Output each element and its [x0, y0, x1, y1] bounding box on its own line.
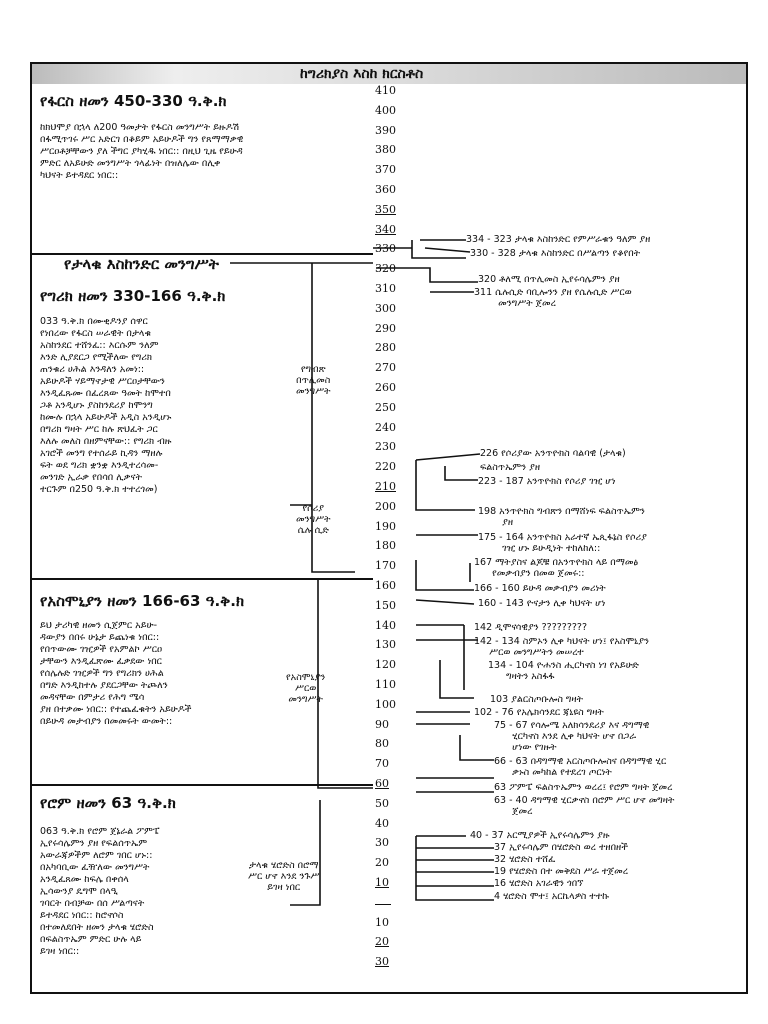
timeline-event: 160 - 143 ዮናታን ሊቀ ካህናት ሆነ — [478, 598, 606, 609]
axis-tick: 230 — [375, 440, 396, 454]
timeline-event: 66 - 63 በዳግማዊ አርስጦቡሎስና በዳግማዊ ሂር ቃኑስ መካከል የተደረገ ጦርነት — [494, 756, 667, 778]
timeline-event: 167 ማትያስና ልጆቹ በአንጥዮክስ ላይ በማመፅ የመቃብያን በመወ ጀመሩ:: — [474, 557, 639, 579]
axis-tick: 300 — [375, 301, 396, 315]
timeline-event: 134 - 104 ዮሐንስ ሒርካኖስ ነገ የአይሁድ ግዛትን አስፋፋ — [488, 660, 639, 682]
axis-tick: 120 — [375, 658, 396, 672]
axis-tick: 220 — [375, 460, 396, 474]
axis-tick: 350 — [375, 202, 396, 216]
axis-tick: 180 — [375, 539, 396, 553]
hasmonean-rule-label: የአስሞኒያን ሥርወ መንግሥት — [286, 672, 326, 705]
axis-tick: 140 — [375, 618, 396, 632]
axis-tick: 30 — [375, 955, 389, 969]
timeline-event: 63 - 40 ዳግማዊ ሂርቃኖስ በሮም ሥር ሆኖ መግዛት ጀመረ — [494, 795, 675, 817]
persian-era-title: የፋርስ ዘመን 450-330 ዓ.ቅ.ክ — [40, 92, 227, 110]
axis-tick: 20 — [375, 935, 389, 949]
timeline-event: 330 - 328 ታላቁ እስከንድር በሥልጣን የቆየበት — [470, 248, 641, 259]
axis-tick: 190 — [375, 519, 396, 533]
persian-era-text: ከክህሞያ በኋላ ለ200 ዓመታት የፋርስ መንግሥት ይዙዶሽ በፋሚጥገሩ ሥር አድርገ በቆይም አይሁዶች ግን የጸማማቃዊ ሥርዐቶቻቸውን ያለ ችግር ያካሂዱ ነበር:: በዚህ ጊዜ የይሁዳ ምድር ለአይሁድ መንግሥት ጎላፊነት በዝለሌው በሊቀ ካህናት ይተዳደር ነበር:: — [40, 122, 244, 181]
timeline-event: 142 - 134 ስምኦን ሊቀ ካህናት ሆነ፤ የአስሞኒያን ሥርወ መንግሥትን መሠረተ — [474, 636, 649, 658]
axis-tick: 80 — [375, 737, 389, 751]
hasmonean-era-title: የአስሞኒያን ዘመን 166-63 ዓ.ቅ.ክ — [40, 592, 245, 610]
axis-tick: 360 — [375, 183, 396, 196]
timeline-event: 32 ሄሮድስ ተሸፈ — [494, 854, 556, 865]
timeline-event: 40 - 37 አርሚያዎች ኢየሩሳሌምን ያዙ — [470, 830, 610, 841]
timeline-event: 320 ቶለሚ በጥሊመስ ኢየሩሳሌምን ያዘ — [478, 274, 620, 285]
greek-era-title: የግሪክ ዘመን 330-166 ዓ.ቅ.ክ — [40, 287, 226, 305]
axis-tick: 10 — [375, 876, 389, 889]
timeline-event: 37 ኢየሩሳሌም በሄሮድስ ወረ ተዘበዘች — [494, 842, 628, 853]
timeline-event: ፍልስጥኤምን ያዘ — [480, 462, 541, 473]
axis-tick: 110 — [375, 678, 396, 691]
axis-tick — [375, 904, 391, 905]
axis-tick: 410 — [375, 84, 396, 97]
roman-era-text: 063 ዓ.ቅ.ክ የሮም ጀኔራል ፖምፔ ኢየሩሳሌምን ያዘ የፍልሰጥኤም አውራጃዎችም ለሮም ገበር ሆኑ:: በአካባቢው ፈዥለው መንግሥት አንዲፈጸሙ ከፍሌ በቀሰላ ኢሳውንያ ዴግሞ በላዒ ገባርት በብቻው በሰ ሥልጣናት ይተዳደር ነበር:: ከሮኖሶስ በተመለደበት ዘመን ታላቁ ሄሮድስ በፍልስጥኤም ምድር ሁሉ ላይ ይገዛ ነበር:: — [40, 826, 160, 957]
axis-tick: 70 — [375, 757, 389, 771]
timeline-event: 75 - 67 የሳሎሜ አለክሳንደሪያ እና ዳግማዊ ሂርካኖስ እንደ ሊቀ ካህናት ሆኖ በጋራ ሆነው የገዙት — [494, 720, 650, 753]
axis-tick: 170 — [375, 559, 396, 573]
timeline-event: 175 - 164 አንጥዮክስ አራተኛ ኤጲፋኔስ የሶሪያ ገዢ ሆኑ ይሁዲነት ተከለከለ:: — [478, 532, 647, 554]
timeline-event: 63 ፖምፔ ፍልስጥኤምን ወረረ፤ የሮም ግዛት ጀመረ — [494, 782, 673, 793]
seleucid-label: የሶሪያ መንግሥት ሴሉ ሲድ — [296, 503, 331, 536]
axis-tick: 200 — [375, 499, 396, 513]
axis-tick: 10 — [375, 915, 389, 929]
axis-tick: 390 — [375, 123, 396, 137]
axis-tick: 290 — [375, 321, 396, 335]
timeline-event: 223 - 187 አንጥዮክስ የሶሪያ ገዢ ሆነ — [478, 476, 616, 487]
axis-tick: 260 — [375, 381, 396, 394]
axis-tick: 100 — [375, 697, 396, 711]
axis-tick: 380 — [375, 143, 396, 157]
axis-tick: 330 — [375, 242, 396, 256]
alexander-era-title: የታላቁ እስከንድር መንግሥት — [64, 255, 219, 273]
timeline-event: 102 - 76 የአሌክሳንደር ጃኒዩስ ግዛት — [474, 707, 604, 718]
timeline-event: 16 ሄሮድስ አገራዊን ጎበኘ — [494, 878, 584, 889]
axis-tick: 250 — [375, 400, 396, 414]
axis-tick: 280 — [375, 341, 396, 355]
axis-tick: 40 — [375, 816, 389, 830]
axis-tick: 130 — [375, 638, 396, 652]
year-axis — [373, 84, 403, 984]
timeline-event: 103 ያልርስጦቡሎስ ግዛት — [490, 694, 583, 705]
axis-tick: 150 — [375, 598, 396, 612]
timeline-event: 198 አንጥዮክስ ግብጽን በማሸነፍ ፍልስጥኤምን ያዘ — [478, 506, 645, 528]
hasmonean-era-text: ይህ ታሪካዊ ዘመን ሲጀምር አይሁ- ዳውያን በበሩ ሁኔታ ይጨነቁ ነበር:: የበጥውሙ ገዢዎች የአምልኮ ሥርዐ ታቸውን እንዲፈጽሙ ፈቃደው ነበር የሰሌሉድ ገዢዎች ግን የግሪክን ሀሕል በግድ እንዲከተሉ ያደርጋቸው ትጮለን መዳናቸው በምታሪ የሕግ ሜሳ ያዘ በተቃሙ ነበር:: የተጨፈቁትን አይሁዶች በይሁዳ መታብያን በመመሩት ውመት:: — [40, 620, 192, 727]
herod-label: ታላቁ ሄሮድስ በሮማ ሥር ሆኖ እንደ ንጉሥ ይገዛ ነበር — [248, 860, 320, 893]
axis-tick: 240 — [375, 420, 396, 434]
axis-tick: 50 — [375, 796, 389, 810]
timeline-event: 334 - 323 ታላቁ እስከንድር የምሥራቁን ዓለም ያዘ — [466, 234, 651, 245]
axis-tick: 320 — [375, 262, 396, 276]
ptolemaic-label: የግብጽ በጥሊመስ መንግሥት — [296, 364, 331, 397]
timeline-event: 142 ዲሞናሳዊያን ????????? — [474, 622, 588, 633]
timeline-event: 4 ሄሮድስ ሞተ፤ አርኬላዎስ ተተኩ — [494, 891, 609, 902]
page-title: ከግሪክያስ እስከ ክርስቶስ — [300, 66, 424, 82]
timeline-event: 19 የሄሮድስ በተ መቅደስ ሥራ ተጀመረ — [494, 866, 629, 877]
timeline-event: 226 የሶሪያው አንጥዮክስ ባልባዊ (ታላቁ) — [480, 448, 626, 459]
axis-tick: 340 — [375, 222, 396, 236]
timeline-event: 311 ሴሉሲድ ባቢሎንን ያዘ የሴሉሲድ ሥርወ መንግሥት ጀመረ — [474, 287, 632, 309]
axis-tick: 60 — [375, 777, 389, 790]
axis-tick: 90 — [375, 717, 389, 731]
axis-tick: 370 — [375, 163, 396, 177]
axis-tick: 400 — [375, 103, 396, 117]
axis-tick: 20 — [375, 856, 389, 870]
greek-era-text: 033 ዓ.ቅ.ክ በሙቂዶንያ ሰዋር የነበረው የፋርስ ሠራዊት በታላቁ አስከንደር ተሸንፈ:: እርሱም ንለም እንድ ሊያደርጋ የሚችለው የግሪክ ጠንቁሪ ሀሕል እንዳለን አመነ:: አይሁዶች ሃይማኖታዊ ሥርዐታቸውን እንዲፈጹሙ በፈረጸው ዓመት ከሞተበ ጋቶ አንዲሆኑ ያስከንደሪያ ከሞንግ ከሙሉ በኋላ አይሁዶች አዲስ አንዲሆኑ በግሪክ ግዛት ሥር ከሉ ጽህፈት ጋር እለሉ መለስ በዘምናቸው:: የግሪክ ብዙ አገሮች መንግ የተሰራይ ኪዳን ማዘሉ ፍት ወደ ግሪክ ቋንቋ እንዲተረሳመ- መንገድ ኢራቃ የበሳበ ሊቃናት ተርጉም በ250 ዓ.ቅ.ክ ተተረጎመ) — [40, 316, 172, 495]
axis-tick: 210 — [375, 480, 396, 493]
axis-tick: 30 — [375, 836, 389, 850]
timeline-event: 166 - 160 ይሁዳ መቃብያን መሪነት — [474, 583, 606, 594]
roman-era-title: የሮም ዘመን 63 ዓ.ቅ.ክ — [40, 794, 176, 812]
axis-tick: 270 — [375, 361, 396, 375]
axis-tick: 160 — [375, 579, 396, 592]
axis-tick: 310 — [375, 282, 396, 295]
